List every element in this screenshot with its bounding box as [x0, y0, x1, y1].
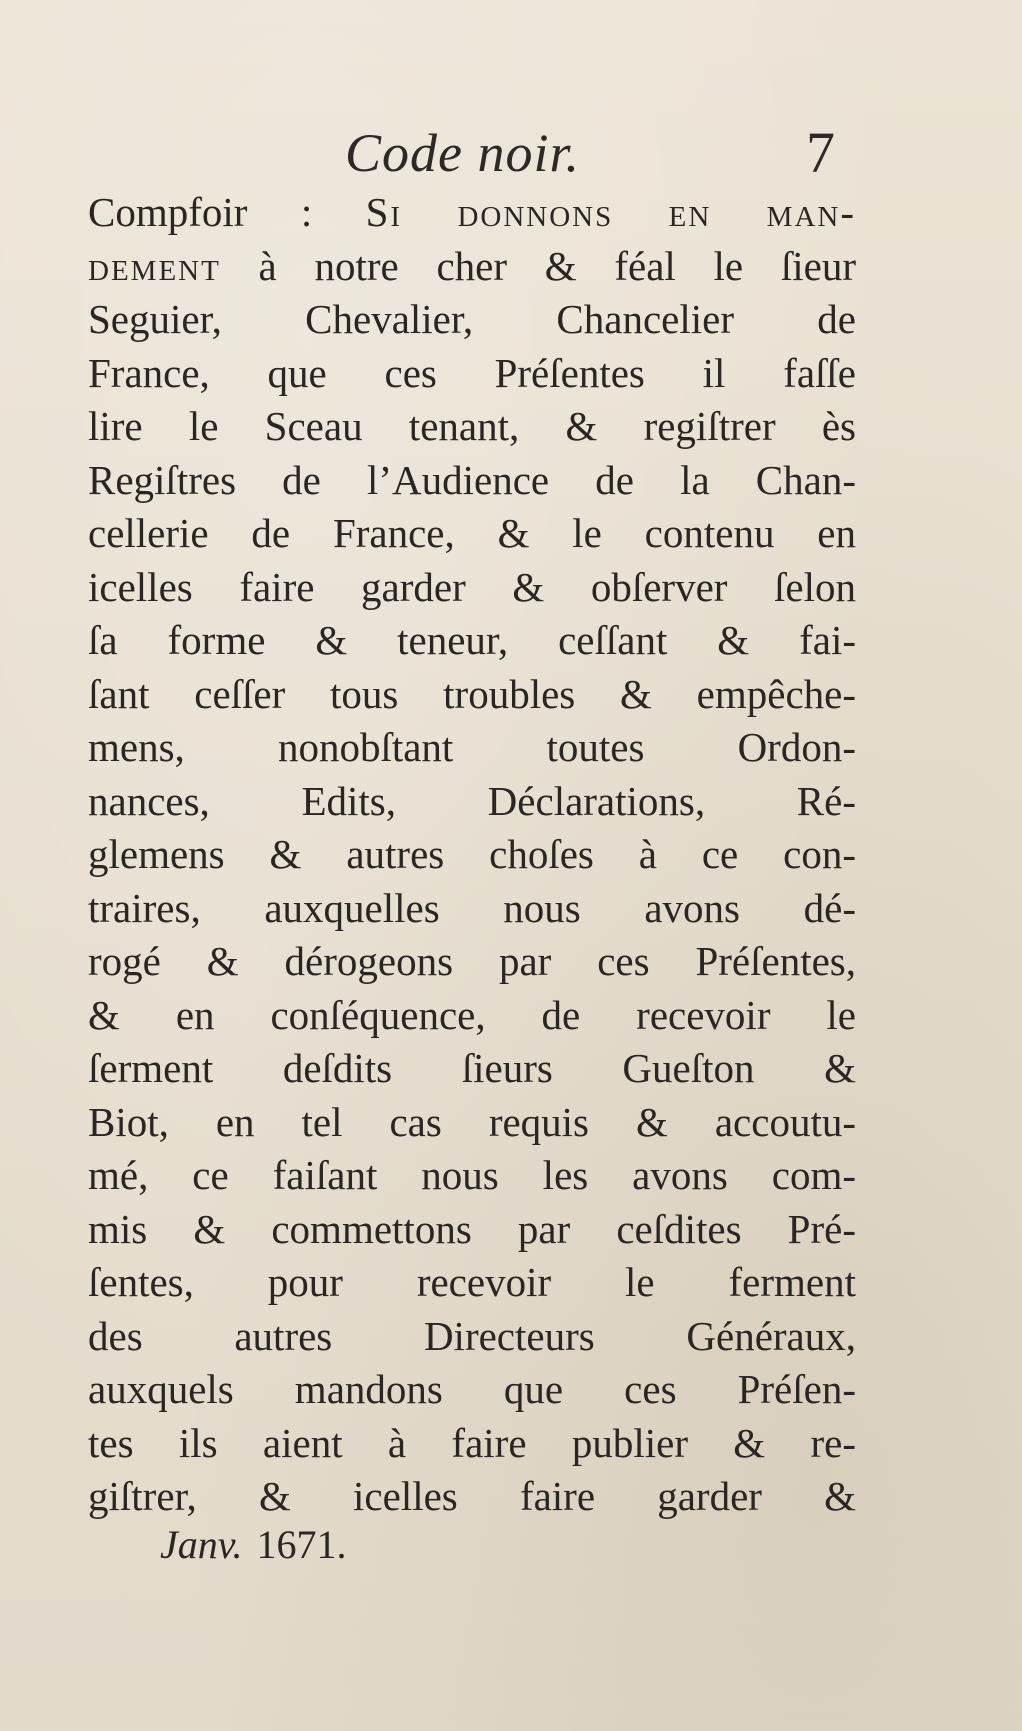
text-line-18: Biot, en tel cas requis & accoutu- — [88, 1098, 856, 1145]
text-line-23: auxquels mandons que ces Préſen- — [88, 1366, 856, 1412]
text-line-8: icelles faire garder & obſerver ſelon — [88, 563, 856, 610]
date-year: 1671. — [256, 1522, 347, 1567]
text-line-21: ſentes, pour recevoir le ferment — [88, 1259, 856, 1305]
date-month: Janv. — [160, 1522, 243, 1567]
text-line-19: mé, ce faiſant nous les avons com- — [88, 1152, 856, 1198]
catchword-date — [160, 1515, 347, 1575]
page-number: 7 — [806, 120, 835, 185]
text-line-6: Regiſtres de l’Audience de la Chan- — [88, 456, 856, 503]
text-line-12: nances, Edits, Déclarations, Ré- — [88, 777, 856, 824]
text-line-2: dement à notre cher & féal le ſieur — [88, 242, 856, 289]
body-text — [88, 186, 856, 1524]
text-line-11: mens, nonobſtant toutes Ordon- — [88, 724, 856, 770]
text-line-10: ſant ceſſer tous troubles & empêche- — [88, 670, 856, 717]
text-line-9: ſa forme & teneur, ceſſant & fai- — [88, 617, 856, 663]
text-line-1: Compfoir : Si donnons en man- — [88, 189, 856, 235]
text-line-7: cellerie de France, & le contenu en — [88, 510, 856, 556]
text-line-14: traires, auxquelles nous avons dé- — [88, 884, 856, 931]
text-line-15: rogé & dérogeons par ces Préſentes, — [88, 938, 856, 984]
text-line-3: Seguier, Chevalier, Chancelier de — [88, 296, 856, 342]
text-line-4: France, que ces Préſentes il faſſe — [88, 349, 856, 396]
text-line-13: glemens & autres choſes à ce con- — [88, 831, 856, 877]
text-line-16: & en conſéquence, de recevoir le — [88, 991, 856, 1038]
running-title: Code noir. — [345, 123, 581, 183]
text-line-5: lire le Sceau tenant, & regiſtrer ès — [88, 403, 856, 449]
text-line-22: des autres Directeurs Généraux, — [88, 1312, 856, 1359]
text-line-17: ſerment deſdits ſieurs Gueſton & — [88, 1045, 856, 1091]
text-line-20: mis & commettons par ceſdites Pré- — [88, 1205, 856, 1252]
text-line-24: tes ils aient à faire publier & re- — [88, 1419, 856, 1466]
text-line-25: giſtrer, & icelles faire garder & — [88, 1473, 856, 1519]
